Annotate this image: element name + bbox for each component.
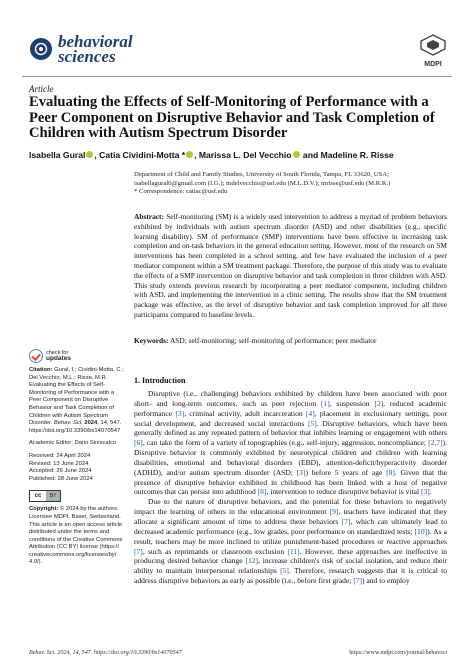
citation-link[interactable]: [10]: [414, 526, 428, 536]
citation-journal: Behav. Sci.: [53, 420, 83, 427]
author-list: [29, 150, 449, 160]
paragraph-text: . Given that the presence of disruptive behavior exhibited in childhood has been linked with a host of negative outcomes that can persist into adulthood: [134, 467, 447, 497]
citation-link[interactable]: [9]: [329, 507, 339, 517]
cc-text: cc: [34, 493, 42, 500]
article-title: Evaluating the Effects of Self-Monitoring of Performance with a Peer Component on Disruptive Behavior and Task Completion of Children with Autism Spectrum Disorder: [29, 94, 435, 141]
paragraph-text: ) before 5 years of age: [305, 467, 387, 477]
paragraph-text: , criminal activity, adult incarceration: [184, 408, 306, 418]
citation-link[interactable]: [2]: [374, 398, 384, 408]
citation-text: Gural, I.; Cividini-Motta, C.; Del Vecchio, M.L.; Risse, M.R. Evaluating the Effects of Self-Monitoring of Performance with a Peer Component on Disruptive Behavior and Task Completion of Children with Autism Spectrum Disorder.: [29, 367, 124, 427]
citation-link[interactable]: [2,7]: [428, 438, 443, 448]
journal-logo-icon: [30, 38, 52, 60]
introduction-body: [134, 389, 447, 586]
keywords-label: Keywords:: [134, 336, 169, 345]
paragraph-text: ). Disruptive behavior is commonly exhibited by neurotypical children and children with learning disabilities, emotional and behavioral disorders (EBD), attention-deficit/hyperactivity disorder (ADHD), and/or autism spectrum disorder (ASD;: [134, 438, 447, 477]
citation-link[interactable]: [8]: [386, 467, 395, 477]
revised-date: Revised: 13 June 2024: [29, 460, 89, 467]
article-type: Article: [29, 84, 54, 94]
section-heading: 1. Introduction: [134, 376, 186, 385]
article-sidebar: [29, 349, 127, 572]
by-text: BY: [46, 491, 60, 501]
affiliation: [134, 171, 444, 197]
updates-icon: [29, 349, 43, 363]
paragraph-text: , increase children's risk of social isolation, and reduce their ability to maintain interpersonal relationships: [134, 556, 447, 576]
paragraph-text: . Disruptive behaviors, which have been generally defined as any repeated pattern of behavior that inhibits learning or engagement with others: [134, 418, 447, 438]
author-2: , Catia Cividini-Motta *: [94, 150, 186, 160]
citation-link[interactable]: [3]: [420, 487, 430, 497]
editor-block: [29, 440, 127, 448]
page-header: [22, 30, 454, 74]
editor-label: Academic Editor:: [29, 440, 73, 447]
paragraph-text: , reduced academic performance: [134, 398, 447, 418]
copyright-text: © 2024 by the authors. Licensee MDPI, Basel, Switzerland. This article is an open access article distributed under the terms and conditions of the Creative Commons Attribution (CC BY) license (https:// creativecommons.org/licenses/by/ 4.0/).: [29, 506, 123, 566]
affiliation-line: Department of Child and Family Studies, University of South Florida, Tampa, FL 33620, USA;: [134, 171, 389, 178]
paragraph-1: [134, 389, 447, 497]
abstract: [134, 212, 447, 320]
orcid-icon[interactable]: [86, 151, 93, 158]
citation-link[interactable]: [3]: [296, 467, 306, 477]
citation-link[interactable]: [8]: [257, 487, 267, 497]
orcid-icon[interactable]: [186, 151, 193, 158]
paragraph-text: . However, these approaches are ineffective in producing desired behavior change: [134, 546, 447, 566]
paragraph-text: , which can ultimately lead to decreased academic performance (e.g., low grades, poor performance on standardized tests;: [134, 516, 447, 536]
footer-citation[interactable]: Behav. Sci. 2024, 14, 547. https://doi.org/10.3390/bs14070547: [29, 650, 182, 656]
check-for-updates-button[interactable]: [29, 349, 127, 363]
paragraph-text: , such as reprimands or classroom exclusion: [142, 546, 288, 556]
copyright-block: [29, 506, 127, 567]
accepted-date: Accepted: 26 June 2024: [29, 468, 92, 475]
abstract-text: Self-monitoring (SM) is a widely used intervention to address a myriad of problem behaviors exhibited by individuals with autism spectrum disorder (ASD) and other disabilities (e.g., specific learning disability). SM of performance (SMP) interventions have been effective in increasing task completion and on-task behaviors in the general education setting. However, most of the research on SM interventions has been completed in a school setting, and few have evaluated the inclusion of a peer mediator component within a SM treatment package. Therefore, the purpose of this study was to evaluate the effects of a SMP intervention on disruptive behavior and task completion in three children with ASD. This study extends previous research by incorporating a peer mediator component, including children with ASD, and implementing the intervention in a clinic setting. The results show that the SM treatment package was effective, as the level of disruptive behavior and task completion improved for all three participants compared to baseline levels.: [134, 212, 447, 319]
journal-name: [58, 34, 133, 64]
citation-link[interactable]: [7]: [341, 516, 351, 526]
editor-name: Dario Siniscalco: [74, 440, 117, 447]
paragraph-text: , can take the form of a variety of topographies (e.g., self-injury, aggression, noncompliance;: [142, 438, 429, 448]
cc-by-license-icon[interactable]: [29, 490, 61, 502]
correspondence[interactable]: * Correspondence: catiac@usf.edu: [134, 188, 228, 196]
citation-link[interactable]: [11]: [287, 546, 300, 556]
mdpi-icon: [420, 34, 446, 56]
paragraph-text: .: [429, 487, 432, 497]
paragraph-text: Disruptive (i.e., challenging) behaviors exhibited by children have been associated with poor short- and long-term outcomes, such as peer rejection: [134, 389, 447, 408]
journal-name-line2: sciences: [58, 47, 116, 66]
paragraph-text: , intervention to reduce disruptive behavior is vital: [266, 487, 421, 497]
orcid-icon[interactable]: [293, 151, 300, 158]
footer-journal-link[interactable]: https://www.mdpi.com/journal/behavsci: [349, 650, 447, 656]
paragraph-text: , placement in exclusionary settings, poor social development, and decreased social interactions: [134, 408, 447, 428]
paragraph-text: ). As a result, teachers may be more inclined to utilize punishment-based procedures or reactive approaches: [134, 526, 447, 546]
paragraph-text: , suspension: [329, 398, 375, 408]
citation-label: Citation:: [29, 367, 53, 373]
paragraph-text: . Therefore, research suggests that it is critical to address disruptive behaviors as early as possible (i.e., before first grade;: [134, 566, 447, 586]
citation-link[interactable]: [12]: [245, 556, 259, 566]
citation-link[interactable]: [4]: [305, 408, 315, 418]
citation-link[interactable]: [7]: [353, 576, 363, 586]
header-divider: [22, 76, 452, 77]
citation-link[interactable]: [3]: [175, 408, 185, 418]
updates-word: updates: [46, 355, 71, 362]
publisher-logo: [418, 34, 448, 68]
affiliation-emails[interactable]: isabellagural6@gmail.com (I.G.); mdelvecchio@usf.edu (M.L.D.V.); mrisse@usf.edu (M.R.R.): [134, 179, 391, 187]
publisher-name: MDPI: [424, 61, 442, 68]
keywords-text: ASD; self-monitoring; self-monitoring of performance; peer mediator: [169, 336, 377, 345]
paragraph-2: [134, 497, 447, 586]
journal-name-line1: behavioral: [58, 32, 133, 51]
citation-link[interactable]: [7]: [134, 546, 143, 556]
author-1: Isabella Gural: [29, 150, 86, 160]
paragraph-text: Due to the nature of disruptive behaviors, and the potential for these behaviors to negatively impact the learning of others in the educational environment: [134, 497, 447, 517]
citation-year: 2024: [84, 420, 98, 427]
copyright-label: Copyright:: [29, 506, 59, 513]
keywords: [134, 336, 447, 346]
author-4: and Madeline R. Risse: [300, 150, 394, 160]
abstract-label: Abstract:: [134, 212, 164, 221]
dates-block: [29, 453, 127, 483]
published-date: Published: 28 June 2024: [29, 475, 93, 482]
citation-link[interactable]: [5]: [307, 418, 317, 428]
citation-link[interactable]: [6]: [134, 438, 143, 448]
paragraph-text: ) and to employ: [362, 576, 410, 586]
citation-link[interactable]: [1]: [320, 398, 330, 408]
author-3: , Marissa L. Del Vecchio: [194, 150, 292, 160]
paragraph-text: , teachers have indicated that they allocate a significant amount of time to address these behaviors: [134, 507, 447, 526]
citation-link[interactable]: [5]: [280, 566, 289, 576]
updates-check: check for: [46, 350, 69, 356]
citation-block: [29, 367, 127, 435]
received-date: Received: 24 April 2024: [29, 452, 91, 459]
citation-doi[interactable]: , 14, 547. https://doi.org/10.3390/bs14070547: [29, 420, 122, 434]
